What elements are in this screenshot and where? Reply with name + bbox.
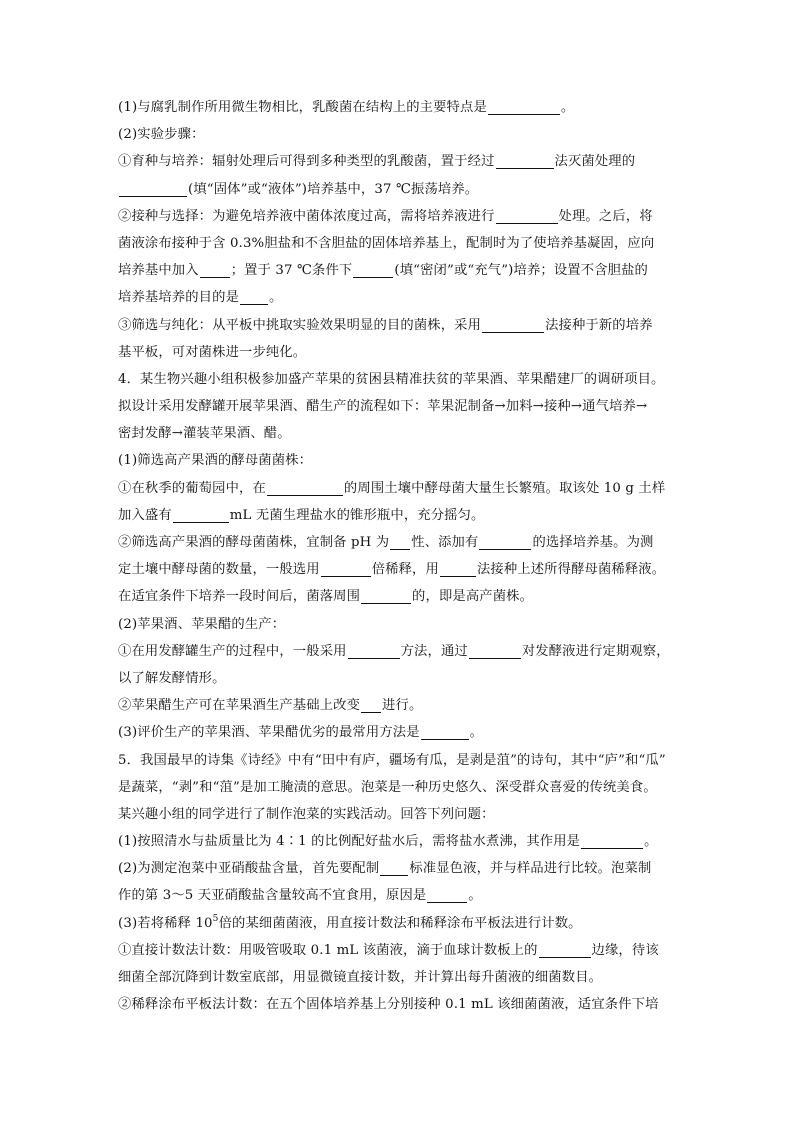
text-segment: 5．我国最早的诗集《诗经》中有“田中有庐，疆场有瓜，是剥是菹”的诗句，其中“庐”和“瓜” [118, 752, 666, 768]
text-segment: 密封发酵→灌装苹果酒、醋。 [118, 426, 291, 442]
answer-blank[interactable] [353, 260, 393, 278]
text-line [118, 583, 682, 610]
text-line [118, 475, 682, 502]
text-segment: 。 [644, 834, 658, 850]
text-line [118, 230, 682, 257]
text-segment: ②苹果醋生产可在苹果酒生产基础上改变 [118, 698, 361, 714]
answer-blank[interactable] [539, 940, 591, 958]
answer-blank[interactable] [479, 532, 531, 550]
text-segment: ①育种与培养：辐射处理后可得到多种类型的乳酸菌，置于经过 [118, 154, 495, 170]
text-line [118, 447, 682, 474]
text-line [118, 665, 682, 692]
text-segment: ；置于 37 ℃条件下 [230, 263, 353, 279]
text-segment: 法灭菌处理的 [554, 154, 636, 170]
text-line [118, 964, 682, 991]
text-line [118, 556, 682, 583]
answer-blank[interactable] [482, 315, 544, 333]
text-line [118, 774, 682, 801]
text-segment: 的周围土壤中酵母菌大量生长繁殖。取该处 10 g 土样 [343, 480, 666, 496]
answer-blank[interactable] [440, 559, 476, 577]
text-segment: 倍的某细菌菌液，用直接计数法和稀释涂布平板法进行计数。 [218, 915, 582, 931]
text-segment: 。 [269, 290, 283, 306]
text-line [118, 257, 682, 284]
answer-blank[interactable] [173, 505, 229, 523]
text-segment: 方法，通过 [400, 643, 468, 659]
text-segment: 的选择培养基。为测 [532, 535, 654, 550]
text-segment: (1)按照清水与盐质量比为 4∶1 的比例配好盐水后，需将盐水煮沸，其作用是 [118, 834, 581, 850]
text-segment: 。 [468, 888, 482, 904]
text-segment: ①在秋季的葡萄园中，在 [118, 480, 266, 496]
text-line [118, 991, 682, 1018]
text-line [118, 801, 682, 828]
answer-blank[interactable] [200, 260, 230, 278]
text-line [118, 937, 682, 964]
text-line [118, 339, 682, 366]
answer-blank[interactable] [348, 641, 400, 659]
text-line [118, 502, 682, 529]
text-line [118, 420, 682, 447]
text-segment: ②稀释涂布平板法计数：在五个固体培养基上分别接种 0.1 mL 该细菌菌液，适宜条件下培 [118, 997, 659, 1013]
text-segment: 定土壤中酵母菌的数量，一般选用 [118, 562, 320, 578]
text-segment: 法接种上述所得酵母菌稀释液。 [476, 562, 666, 578]
text-line [118, 121, 682, 148]
text-segment: 性、添加有 [411, 535, 479, 550]
text-line [118, 284, 682, 311]
text-line [118, 611, 682, 638]
text-segment: 培养基中加入 [118, 263, 199, 279]
answer-blank[interactable] [119, 179, 187, 197]
text-line [118, 176, 682, 203]
text-line [118, 393, 682, 420]
answer-blank[interactable] [267, 478, 343, 496]
text-segment: ②接种与选择：为避免培养液中菌体浓度过高，需将培养液进行 [118, 208, 495, 224]
text-segment: 培养基培养的目的是 [118, 290, 240, 306]
text-line [118, 203, 682, 230]
text-line [118, 94, 682, 121]
answer-blank[interactable] [488, 97, 560, 115]
answer-blank[interactable] [321, 559, 371, 577]
text-segment: 作的第 3～5 天亚硝酸盐含量较高不宜食用，原因是 [118, 888, 427, 904]
text-segment: 。 [469, 725, 484, 741]
text-segment: (填“密闭”或“充气”)培养；设置不含胆盐的 [394, 263, 648, 279]
text-segment: 以了解发酵情形。 [118, 670, 226, 686]
text-segment: 处理。之后，将 [558, 208, 653, 224]
text-segment: 4．某生物兴趣小组积极参加盛产苹果的贫困县精准扶贫的苹果酒、苹果醋建厂的调研项目。 [118, 371, 665, 387]
text-segment: 细菌全部沉降到计数室底部，用显微镜直接计数，并计算出每升菌液的细菌数目。 [118, 970, 603, 985]
text-segment: (2)为测定泡菜中亚硝酸盐含量，首先要配制 [118, 861, 380, 877]
text-segment: 对发酵液进行定期观察， [521, 643, 670, 659]
question-text [118, 94, 682, 1018]
text-segment: 倍稀释，用 [371, 562, 439, 578]
text-line [118, 366, 682, 393]
text-line [118, 692, 682, 719]
text-segment: (2)苹果酒、苹果醋的生产： [118, 616, 286, 632]
text-segment: (填“固体”或“液体”)培养基中，37 ℃振荡培养。 [188, 181, 479, 197]
text-segment: 菌液涂布接种于含 0.3%胆盐和不含胆盐的固体培养基上，配制时为了使培养基凝固，应向 [118, 235, 655, 251]
answer-blank[interactable] [496, 151, 554, 169]
text-line [118, 910, 682, 937]
answer-blank[interactable] [427, 885, 467, 903]
text-segment: 法接种于新的培养 [545, 317, 653, 333]
text-segment: 进行。 [382, 698, 423, 714]
text-segment: (3)若将稀释 10 [118, 915, 213, 931]
answer-blank[interactable] [421, 722, 469, 740]
text-line [118, 638, 682, 665]
text-segment: (2)实验步骤： [118, 127, 205, 143]
text-segment: 边缘，待该 [591, 942, 659, 958]
answer-blank[interactable] [380, 858, 408, 876]
text-segment: ①直接计数法计数：用吸管吸取 0.1 mL 该菌液，滴于血球计数板上的 [118, 942, 538, 958]
text-segment: 加入盛有 [118, 507, 172, 523]
text-line [118, 747, 682, 774]
answer-blank[interactable] [240, 287, 268, 305]
text-segment: (1)与腐乳制作所用微生物相比，乳酸菌在结构上的主要特点是 [118, 100, 487, 115]
text-segment: ②筛选高产果酒的酵母菌菌株，宜制备 pH 为 [118, 535, 390, 550]
answer-blank[interactable] [581, 831, 643, 849]
text-segment: mL 无菌生理盐水的锥形瓶中，充分摇匀。 [229, 507, 485, 523]
text-line [118, 828, 682, 855]
answer-blank[interactable] [361, 695, 381, 713]
answer-blank[interactable] [390, 532, 410, 550]
text-segment: ①在用发酵罐生产的过程中，一般采用 [118, 643, 347, 659]
text-line [118, 855, 682, 882]
text-line [118, 529, 682, 556]
text-segment: 。 [560, 100, 575, 115]
text-segment: 的，即是高产菌株。 [412, 589, 534, 605]
text-line [118, 148, 682, 175]
text-segment: 是蔬菜，“剥”和“菹”是加工腌渍的意思。泡菜是一种历史悠久、深受群众喜爱的传统美食。 [118, 779, 657, 795]
answer-blank[interactable] [361, 586, 411, 604]
answer-blank[interactable] [469, 641, 521, 659]
text-line [118, 719, 682, 746]
text-segment: 某兴趣小组的同学进行了制作泡菜的实践活动。回答下列问题： [118, 806, 495, 822]
text-line [118, 882, 682, 909]
text-segment: 拟设计采用发酵罐开展苹果酒、醋生产的流程如下：苹果泥制备→加料→接种→通气培养→ [118, 399, 648, 415]
text-segment: 在适宜条件下培养一段时间后，菌落周围 [118, 589, 361, 605]
text-line [118, 312, 682, 339]
text-segment: (3)评价生产的苹果酒、苹果醋优劣的最常用方法是 [118, 725, 420, 741]
text-segment: (1)筛选高产果酒的酵母菌菌株： [118, 453, 313, 469]
superscript: 5 [212, 913, 219, 924]
text-segment: 标准显色液，并与样品进行比较。泡菜制 [409, 861, 652, 877]
text-segment: ③筛选与纯化：从平板中挑取实验效果明显的目的菌株，采用 [118, 317, 482, 333]
text-segment: 基平板，可对菌株进一步纯化。 [118, 344, 307, 360]
answer-blank[interactable] [496, 206, 558, 224]
